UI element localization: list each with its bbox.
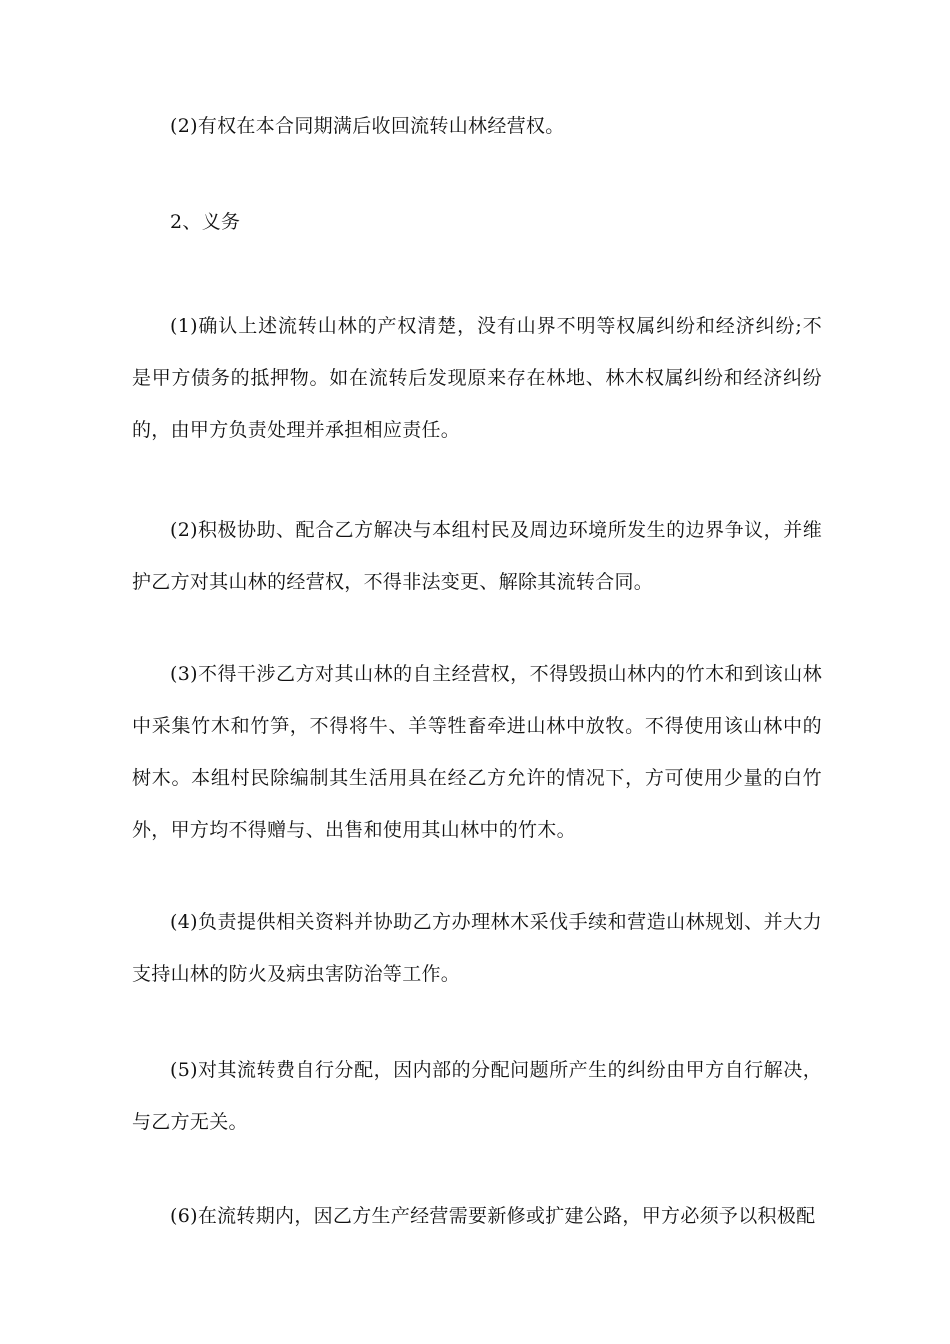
paragraph-obligation-3: (3)不得干涉乙方对其山林的自主经营权，不得毁损山林内的竹木和到该山林中采集竹木和竹笋，不得将牛、羊等牲畜牵进山林中放牧。不得使用该山林中的树木。本组村民除编制其生活用具在经乙方允许的情况下，方可使用少量的白竹外，甲方均不得赠与、出售和使用其山林中的竹木。 — [132, 663, 822, 841]
paragraph-obligation-1: (1)确认上述流转山林的产权清楚，没有山界不明等权属纠纷和经济纠纷;不是甲方债务的抵押物。如在流转后发现原来存在林地、林木权属纠纷和经济纠纷的，由甲方负责处理并承担相应责任。 — [132, 315, 822, 441]
paragraph-obligation-2: (2)积极协助、配合乙方解决与本组村民及周边环境所发生的边界争议，并维护乙方对其山林的经营权，不得非法变更、解除其流转合同。 — [132, 519, 822, 593]
section-heading-obligations: 2、义务 — [170, 211, 241, 233]
paragraph-right-2: (2)有权在本合同期满后收回流转山林经营权。 — [170, 115, 565, 137]
paragraph-obligation-5: (5)对其流转费自行分配，因内部的分配问题所产生的纠纷由甲方自行解决，与乙方无关。 — [132, 1059, 822, 1133]
paragraph-obligation-6: (6)在流转期内，因乙方生产经营需要新修或扩建公路，甲方必须予以积极配 — [170, 1205, 816, 1227]
paragraph-obligation-4: (4)负责提供相关资料并协助乙方办理林木采伐手续和营造山林规划、并大力支持山林的防火及病虫害防治等工作。 — [132, 911, 822, 985]
